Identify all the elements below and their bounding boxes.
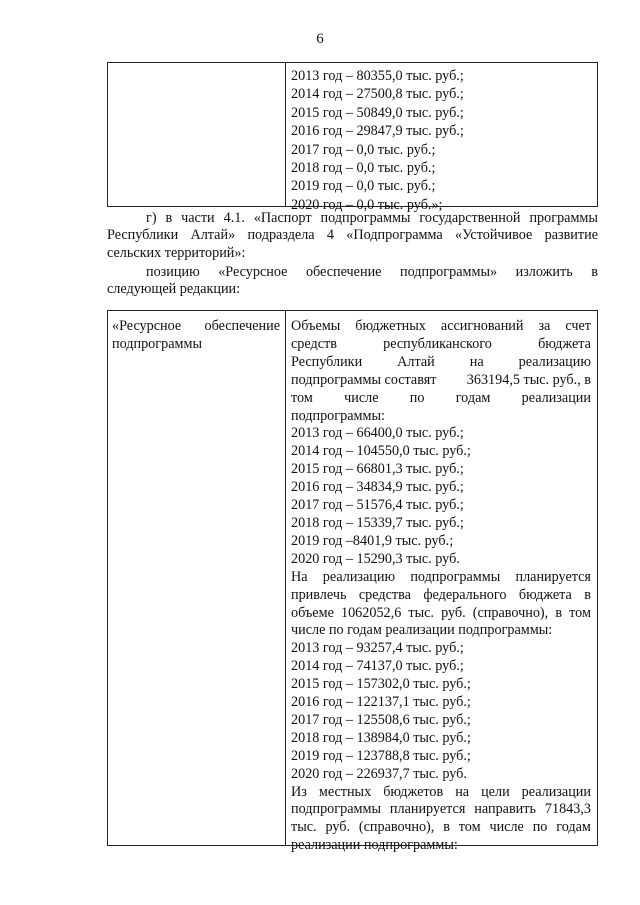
word: обеспечение (204, 318, 280, 334)
word: ассигнований (440, 318, 524, 334)
cell-line (291, 354, 591, 372)
word: цели (481, 783, 510, 800)
word: в (591, 264, 598, 280)
paragraph-line (107, 264, 598, 281)
word: том (458, 819, 481, 836)
word: руб. (441, 604, 466, 621)
word: годам (455, 389, 491, 406)
word: изложить (515, 264, 573, 280)
word: 4.1. (223, 210, 245, 226)
word: за (538, 318, 551, 334)
word: Объемы (291, 318, 341, 334)
word: Алтай» (190, 227, 236, 244)
year-line: 2016 год – 34834,9 тыс. руб.; (291, 479, 464, 496)
word: привлечь (291, 586, 347, 603)
word: бюджетов (383, 783, 444, 800)
paragraph-line: сельских территорий»: (107, 244, 246, 261)
year-line: 2013 год – 93257,4 тыс. руб.; (291, 640, 464, 657)
word: Республики (291, 353, 363, 370)
year-line: 2014 год – 104550,0 тыс. руб.; (291, 443, 471, 460)
word: тыс. (291, 819, 317, 836)
word: счет (565, 318, 591, 334)
word: части (181, 210, 215, 226)
word: (справочно), (358, 819, 435, 836)
cell-line (291, 318, 591, 336)
word: по (532, 819, 548, 836)
word: подраздела (247, 227, 315, 244)
word: том (569, 604, 591, 621)
word: годам (556, 819, 591, 836)
cell-line (291, 784, 591, 802)
word: развитие (544, 227, 598, 244)
year-line: 2013 год – 80355,0 тыс. руб.; (291, 68, 464, 84)
word: бюджетных (355, 318, 426, 334)
word: в (555, 604, 563, 621)
word: подпрограммы (291, 801, 381, 818)
word: позицию (146, 264, 200, 280)
year-line: 2015 год – 66801,3 тыс. руб.; (291, 461, 464, 478)
cell-line (112, 318, 280, 336)
word: государственной (419, 210, 521, 226)
cell-line (291, 605, 591, 623)
year-line: 2018 год – 15339,7 тыс. руб.; (291, 514, 464, 531)
word: бюджета (538, 335, 591, 352)
word: в (165, 210, 173, 226)
year-line: 2013 год – 66400,0 тыс. руб.; (291, 425, 464, 442)
word: на (469, 353, 484, 370)
table-right-cell (291, 67, 591, 214)
resource-table (107, 310, 598, 854)
word: в (584, 586, 591, 603)
year-line: 2016 год – 29847,9 тыс. руб.; (291, 123, 464, 140)
paragraph-line: следующей редакции: (107, 281, 241, 298)
word: реализацию (518, 353, 591, 370)
word: г) (146, 210, 157, 226)
word: федерального (423, 586, 507, 603)
year-line: 2018 год – 0,0 тыс. руб.; (291, 160, 436, 177)
cell-line (291, 390, 591, 408)
word: 4 (326, 227, 334, 244)
word: Республики (107, 227, 179, 244)
word: «Ресурсное (112, 318, 182, 334)
word: местных (318, 783, 372, 800)
word: направить (474, 801, 536, 818)
word: средства (358, 586, 411, 603)
cell-line (291, 801, 591, 819)
cell-line (291, 819, 591, 837)
word: средств (291, 335, 337, 352)
table-column-divider (285, 311, 286, 845)
page-number: 6 (316, 31, 324, 47)
funding-table-continued (107, 62, 598, 213)
word: тыс. (408, 604, 434, 621)
year-line: 2020 год – 226937,7 тыс. руб. (291, 765, 467, 782)
year-line: 2020 год – 15290,3 тыс. руб. (291, 550, 460, 567)
year-line: 2017 год – 51576,4 тыс. руб.; (291, 497, 464, 514)
year-line: 2015 год – 157302,0 тыс. руб.; (291, 676, 471, 693)
year-line: 2014 год – 27500,8 тыс. руб.; (291, 86, 464, 103)
word: по (409, 389, 425, 406)
word: бюджета (518, 586, 572, 603)
cell-line (291, 569, 591, 587)
cell-line (291, 372, 591, 390)
text-fragment: подпрограммы составят (291, 371, 437, 388)
word: руб. (325, 819, 351, 836)
year-line: 2020 год – 0,0 тыс. руб.»; (291, 196, 443, 213)
word: реализацию (322, 568, 396, 585)
cell-line: подпрограммы: (291, 407, 385, 424)
word: подпрограммы (410, 568, 501, 585)
year-line: 2017 год – 125508,6 тыс. руб.; (291, 711, 471, 728)
year-line: 2018 год – 138984,0 тыс. руб.; (291, 729, 471, 746)
year-line: 2019 год – 0,0 тыс. руб.; (291, 178, 436, 195)
word: республиканского (383, 335, 492, 352)
word: «Ресурсное (218, 264, 288, 280)
word: числе (344, 389, 379, 406)
word: объеме (291, 604, 334, 621)
year-line: 2017 год – 0,0 тыс. руб.; (291, 141, 436, 158)
paragraph-position (107, 264, 598, 299)
word: 1062052,6 (340, 604, 402, 621)
word: «Подпрограмма (346, 227, 443, 244)
word: числе (489, 819, 524, 836)
word: «Паспорт (253, 210, 312, 226)
word: планируется (389, 801, 466, 818)
word: реализации (521, 389, 591, 406)
word: подпрограммы (320, 210, 411, 226)
word: реализации (521, 783, 591, 800)
word: 71843,3 (544, 801, 591, 818)
paragraph-line (107, 210, 598, 227)
year-line: 2016 год – 122137,1 тыс. руб.; (291, 694, 471, 711)
cell-line: реализации подпрограммы: (291, 837, 458, 854)
word: программы (529, 210, 598, 226)
table-column-divider (285, 63, 286, 206)
word: в (443, 819, 450, 836)
paragraph-amendment-g (107, 210, 598, 262)
word: Из (291, 783, 307, 800)
total-amount: 363194,5 тыс. руб., в (466, 371, 591, 388)
word: На (291, 568, 308, 585)
cell-line (291, 336, 591, 354)
word: подпрограммы» (400, 264, 498, 280)
word: планируется (515, 568, 591, 585)
cell-line: подпрограммы (112, 335, 202, 352)
cell-line: числе по годам реализации подпрограммы: (291, 622, 553, 639)
year-line: 2019 год –8401,9 тыс. руб.; (291, 532, 454, 549)
cell-line (291, 587, 591, 605)
paragraph-line (107, 227, 598, 244)
word: Алтай (397, 353, 435, 370)
word: «Устойчивое (454, 227, 533, 244)
year-line: 2015 год – 50849,0 тыс. руб.; (291, 104, 464, 121)
word: (справочно), (472, 604, 549, 621)
table-right-cell (291, 318, 591, 855)
word: том (291, 389, 313, 406)
year-line: 2014 год – 74137,0 тыс. руб.; (291, 658, 464, 675)
word: на (455, 783, 470, 800)
year-line: 2019 год – 123788,8 тыс. руб.; (291, 747, 471, 764)
word: обеспечение (305, 264, 382, 280)
table-left-cell (112, 318, 280, 354)
